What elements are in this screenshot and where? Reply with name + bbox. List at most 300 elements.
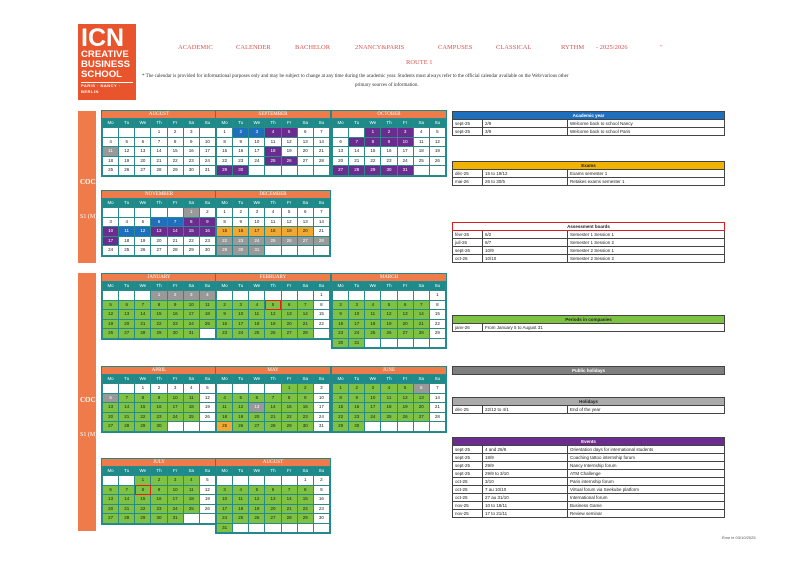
weekday-header: Th	[151, 467, 167, 476]
day-cell: 11	[183, 485, 199, 495]
logo-cities: PARIS · NANCY · BERLIN	[81, 82, 133, 95]
day-cell: 6	[103, 485, 119, 495]
day-cell: 11	[381, 393, 397, 403]
day-cell: 2	[167, 291, 183, 301]
day-cell: 7	[297, 300, 313, 310]
day-cell: 29	[135, 514, 151, 524]
day-cell: 9	[349, 393, 365, 403]
day-cell: 25	[413, 156, 429, 166]
day-cell: 12	[381, 310, 397, 320]
weekday-header: Sa	[183, 467, 199, 476]
day-cell: 11	[183, 393, 199, 403]
day-cell: 20	[413, 403, 429, 413]
day-cell: 21	[135, 319, 151, 329]
legend-row	[453, 128, 725, 136]
day-cell: 12	[135, 227, 151, 237]
day-cell: 22	[297, 504, 313, 514]
month-calendar	[101, 110, 217, 177]
day-cell: 14	[151, 147, 167, 157]
weekday-header: Sa	[183, 119, 199, 128]
day-cell	[249, 291, 265, 301]
day-cell	[135, 291, 151, 301]
logo-icn: ICN	[81, 24, 125, 52]
day-cell: 4	[265, 128, 281, 138]
day-cell	[249, 523, 265, 533]
day-cell: 6	[249, 393, 265, 403]
day-cell: 18	[199, 310, 215, 320]
day-cell: 1	[151, 128, 167, 138]
day-cell: 25	[265, 236, 281, 246]
day-cell: 17	[183, 310, 199, 320]
weekday-header: Th	[151, 375, 167, 384]
day-cell: 30	[233, 166, 249, 176]
day-cell: 4	[233, 485, 249, 495]
day-cell: 11	[413, 137, 429, 147]
day-cell	[217, 476, 233, 486]
day-cell: 19	[381, 319, 397, 329]
legend-row	[453, 170, 725, 178]
day-cell	[313, 329, 329, 339]
day-cell: 19	[119, 156, 135, 166]
day-cell: 3	[365, 384, 381, 394]
day-cell: 22	[183, 236, 199, 246]
day-cell: 23	[233, 156, 249, 166]
day-cell	[233, 523, 249, 533]
day-cell: 9	[381, 137, 397, 147]
weekday-header: Th	[265, 282, 281, 291]
legend-cell: mai-26	[453, 178, 483, 186]
day-cell	[217, 291, 233, 301]
weekday-header: Su	[199, 467, 215, 476]
day-cell	[199, 422, 215, 432]
day-cell: 17	[249, 147, 265, 157]
day-cell: 11	[233, 495, 249, 505]
day-cell	[297, 166, 313, 176]
day-cell: 25	[249, 329, 265, 339]
day-cell: 1	[217, 128, 233, 138]
weekday-header: Tu	[119, 375, 135, 384]
legend-row	[453, 494, 725, 502]
day-cell: 26	[233, 422, 249, 432]
month-calendar	[215, 366, 331, 433]
day-cell: 30	[233, 246, 249, 256]
day-cell: 31	[167, 514, 183, 524]
month-calendar	[215, 110, 331, 177]
weekday-header: Mo	[103, 375, 119, 384]
day-cell	[199, 329, 215, 339]
month-title: AUGUST	[102, 111, 216, 118]
weekday-header: We	[135, 119, 151, 128]
day-cell: 22	[151, 319, 167, 329]
day-cell: 29	[429, 329, 445, 339]
day-cell	[249, 476, 265, 486]
day-cell: 10	[199, 137, 215, 147]
day-cell: 25	[119, 246, 135, 256]
day-cell: 3	[249, 208, 265, 218]
day-cell: 1	[297, 476, 313, 486]
day-cell: 31	[183, 329, 199, 339]
day-cell: 18	[265, 147, 281, 157]
day-cell: 4	[217, 393, 233, 403]
day-cell	[217, 384, 233, 394]
day-cell: 20	[333, 156, 349, 166]
day-cell: 25	[233, 514, 249, 524]
day-cell	[167, 208, 183, 218]
legend-cell: Semester 1 Session 2	[568, 239, 725, 247]
weekday-header: Tu	[233, 119, 249, 128]
legend-cell: 3/9	[483, 128, 568, 136]
day-cell	[233, 291, 249, 301]
legend-cell: sept-25	[453, 120, 483, 128]
day-cell	[281, 166, 297, 176]
weekday-header: Sa	[297, 375, 313, 384]
day-cell: 15	[183, 227, 199, 237]
day-cell	[103, 208, 119, 218]
day-cell	[333, 291, 349, 301]
day-cell: 26	[249, 514, 265, 524]
day-cell: 21	[429, 403, 445, 413]
day-cell: 7	[119, 485, 135, 495]
day-cell	[381, 422, 397, 432]
day-cell: 26	[119, 166, 135, 176]
day-cell: 21	[167, 236, 183, 246]
day-cell	[151, 208, 167, 218]
legend-cell: 22/12 to 4/1	[483, 406, 568, 414]
day-cell: 27	[333, 166, 349, 176]
day-cell: 13	[265, 495, 281, 505]
weekday-header: Sa	[297, 119, 313, 128]
day-cell: 9	[333, 310, 349, 320]
day-cell: 18	[265, 227, 281, 237]
day-cell: 28	[413, 329, 429, 339]
weekday-header: Fr	[281, 467, 297, 476]
legend-cell: oct-25	[453, 494, 483, 502]
day-cell: 10	[349, 310, 365, 320]
day-cell: 25	[365, 329, 381, 339]
day-cell: 8	[297, 485, 313, 495]
day-cell: 4	[199, 291, 215, 301]
day-cell: 10	[167, 485, 183, 495]
legend-cell: Orientation days for international students	[568, 446, 725, 454]
day-cell: 18	[381, 403, 397, 413]
day-cell: 23	[199, 236, 215, 246]
day-cell: 28	[313, 156, 329, 166]
day-cell: 6	[135, 137, 151, 147]
section-bar-1	[78, 111, 96, 263]
day-cell: 1	[135, 384, 151, 394]
logo-business: BUSINESS	[81, 59, 131, 70]
day-cell: 13	[297, 137, 313, 147]
legend-cell: Welcome back to school Paris	[568, 128, 725, 136]
day-cell: 13	[297, 217, 313, 227]
legend-title: Exams	[453, 162, 725, 170]
day-cell: 25	[199, 319, 215, 329]
day-cell: 22	[365, 156, 381, 166]
day-cell: 27	[265, 514, 281, 524]
day-cell: 28	[349, 166, 365, 176]
day-cell: 3	[217, 485, 233, 495]
day-cell: 13	[151, 227, 167, 237]
title-word: CAMPUSES	[438, 44, 473, 51]
day-cell: 13	[333, 147, 349, 157]
weekday-header: Th	[151, 282, 167, 291]
legend-table	[452, 161, 725, 186]
month-title: AUGUST	[216, 459, 330, 466]
day-cell: 5	[199, 476, 215, 486]
day-cell: 17	[397, 147, 413, 157]
day-cell: 2	[233, 128, 249, 138]
day-cell: 7	[135, 300, 151, 310]
day-cell: 29	[217, 246, 233, 256]
day-cell: 6	[413, 384, 429, 394]
title-word: CALENDER	[236, 44, 271, 51]
day-cell: 18	[103, 156, 119, 166]
weekday-header: Sa	[297, 282, 313, 291]
day-cell: 30	[297, 422, 313, 432]
weekday-header: Fr	[397, 375, 413, 384]
day-cell: 16	[381, 147, 397, 157]
legend-cell: oct-25	[453, 478, 483, 486]
day-cell	[281, 246, 297, 256]
day-cell: 21	[349, 156, 365, 166]
day-cell: 7	[119, 393, 135, 403]
legend-row	[453, 454, 725, 462]
day-cell: 9	[297, 393, 313, 403]
day-cell: 25	[265, 156, 281, 166]
day-cell: 21	[413, 319, 429, 329]
legend-cell: sept-25	[453, 128, 483, 136]
day-cell: 4	[249, 300, 265, 310]
section-label-1: COCS	[80, 178, 100, 186]
month-calendar	[215, 458, 331, 534]
month-title: JULY	[102, 459, 216, 466]
weekday-header: Th	[151, 119, 167, 128]
day-cell: 16	[233, 147, 249, 157]
day-cell: 10	[249, 217, 265, 227]
day-cell: 9	[217, 310, 233, 320]
day-cell: 19	[233, 412, 249, 422]
day-cell: 1	[217, 208, 233, 218]
day-cell: 11	[217, 403, 233, 413]
weekday-header: Sa	[413, 375, 429, 384]
day-cell: 1	[365, 128, 381, 138]
day-cell: 31	[349, 338, 365, 348]
day-cell: 6	[265, 485, 281, 495]
weekday-header: We	[249, 467, 265, 476]
day-cell: 3	[349, 300, 365, 310]
day-cell: 15	[217, 227, 233, 237]
day-cell: 3	[233, 300, 249, 310]
day-cell: 3	[249, 128, 265, 138]
day-cell: 27	[103, 422, 119, 432]
day-cell: 16	[199, 227, 215, 237]
day-cell: 10	[233, 310, 249, 320]
day-cell: 20	[281, 319, 297, 329]
day-cell: 7	[151, 137, 167, 147]
day-cell: 10	[313, 393, 329, 403]
weekday-header: Th	[265, 119, 281, 128]
day-cell: 22	[333, 412, 349, 422]
day-cell: 26	[265, 329, 281, 339]
day-cell: 12	[119, 147, 135, 157]
day-cell: 4	[365, 300, 381, 310]
weekday-header: Mo	[217, 467, 233, 476]
day-cell: 12	[397, 393, 413, 403]
day-cell	[249, 166, 265, 176]
day-cell: 11	[103, 147, 119, 157]
weekday-header: Su	[313, 199, 329, 208]
day-cell: 28	[265, 422, 281, 432]
day-cell: 19	[199, 403, 215, 413]
day-cell: 23	[233, 236, 249, 246]
weekday-header: Mo	[103, 282, 119, 291]
day-cell: 18	[413, 147, 429, 157]
day-cell: 6	[103, 393, 119, 403]
legend-table	[452, 315, 725, 332]
day-cell: 27	[103, 514, 119, 524]
day-cell: 19	[265, 319, 281, 329]
legend-row	[453, 486, 725, 494]
title-word: "	[660, 44, 663, 51]
legend-table	[452, 366, 725, 375]
month-calendar	[215, 273, 331, 340]
day-cell: 21	[151, 156, 167, 166]
day-cell	[103, 384, 119, 394]
day-cell: 19	[397, 403, 413, 413]
day-cell: 9	[199, 217, 215, 227]
day-cell: 27	[297, 156, 313, 166]
weekday-header: We	[249, 119, 265, 128]
day-cell: 25	[217, 422, 233, 432]
day-cell: 12	[199, 485, 215, 495]
weekday-header: Tu	[233, 467, 249, 476]
legend-cell: févr-26	[453, 231, 483, 239]
month-calendar	[101, 273, 217, 340]
weekday-header: Fr	[167, 467, 183, 476]
day-cell: 28	[281, 514, 297, 524]
day-cell: 9	[151, 393, 167, 403]
day-cell: 3	[183, 291, 199, 301]
day-cell	[413, 291, 429, 301]
day-cell	[265, 166, 281, 176]
day-cell: 13	[103, 495, 119, 505]
day-cell: 19	[281, 227, 297, 237]
day-cell: 2	[199, 208, 215, 218]
legend-cell: 6/2	[483, 231, 568, 239]
day-cell: 15	[151, 310, 167, 320]
title-word: RYTHM	[561, 44, 585, 51]
weekday-header: Sa	[183, 199, 199, 208]
day-cell: 15	[333, 403, 349, 413]
day-cell: 3	[167, 384, 183, 394]
legend-cell: oct-26	[453, 255, 483, 263]
day-cell	[119, 128, 135, 138]
weekday-header: Tu	[119, 467, 135, 476]
month-calendar	[331, 273, 447, 349]
weekday-header: Mo	[103, 199, 119, 208]
month-title: JUNE	[332, 367, 446, 374]
legend-cell: déc-25	[453, 170, 483, 178]
day-cell: 20	[297, 147, 313, 157]
day-cell	[265, 384, 281, 394]
legend-cell: 10 to 18/11	[483, 502, 568, 510]
day-cell: 21	[119, 504, 135, 514]
day-cell: 11	[365, 310, 381, 320]
day-cell: 24	[233, 329, 249, 339]
legend-cell: Semester 2 Session 2	[568, 255, 725, 263]
legend-cell: Virtual forum via Seekube platform	[568, 486, 725, 494]
day-cell: 23	[151, 412, 167, 422]
title-word: ACADEMIC	[178, 44, 213, 51]
day-cell: 2	[297, 384, 313, 394]
day-cell: 23	[313, 504, 329, 514]
day-cell: 8	[151, 300, 167, 310]
legend-row	[453, 478, 725, 486]
day-cell	[429, 422, 445, 432]
day-cell: 29	[365, 166, 381, 176]
legend-cell: 29/9	[483, 462, 568, 470]
day-cell: 6	[151, 217, 167, 227]
legend-cell: Business Game	[568, 502, 725, 510]
weekday-header: Tu	[119, 282, 135, 291]
day-cell: 18	[249, 319, 265, 329]
day-cell: 25	[183, 504, 199, 514]
day-cell: 8	[135, 393, 151, 403]
day-cell	[183, 514, 199, 524]
day-cell: 1	[151, 291, 167, 301]
day-cell: 12	[429, 137, 445, 147]
day-cell	[119, 208, 135, 218]
day-cell: 23	[151, 504, 167, 514]
weekday-header: Th	[265, 375, 281, 384]
legend-title: Periods in companies	[453, 316, 725, 324]
day-cell: 2	[151, 476, 167, 486]
day-cell: 2	[217, 300, 233, 310]
day-cell: 3	[183, 128, 199, 138]
legend-cell: nov-25	[453, 510, 483, 518]
day-cell: 17	[199, 147, 215, 157]
day-cell: 22	[429, 319, 445, 329]
day-cell: 2	[313, 476, 329, 486]
day-cell: 29	[281, 422, 297, 432]
day-cell: 24	[365, 412, 381, 422]
day-cell: 29	[333, 422, 349, 432]
day-cell: 4	[183, 384, 199, 394]
weekday-header: Tu	[233, 199, 249, 208]
weekday-header: Tu	[349, 119, 365, 128]
weekday-header: Mo	[217, 375, 233, 384]
weekday-header: Mo	[217, 282, 233, 291]
day-cell	[297, 291, 313, 301]
section-sublabel-1: S1 (M)	[80, 214, 98, 220]
weekday-header: Sa	[297, 199, 313, 208]
legend-row	[453, 120, 725, 128]
day-cell: 12	[233, 403, 249, 413]
legend-cell: sept-25	[453, 446, 483, 454]
weekday-header: Su	[429, 282, 445, 291]
weekday-header: Mo	[217, 199, 233, 208]
day-cell: 24	[249, 156, 265, 166]
day-cell	[349, 128, 365, 138]
month-title: NOVEMBER	[102, 191, 216, 198]
day-cell: 26	[381, 329, 397, 339]
day-cell: 20	[249, 412, 265, 422]
day-cell: 17	[249, 227, 265, 237]
day-cell: 12	[281, 217, 297, 227]
disclaimer-line1: * The calendar is provided for informational purposes only and may be subject to change at any time during the academic year. Students must always refer to the official calendar available on the Web/various other	[142, 74, 569, 79]
day-cell: 9	[233, 217, 249, 227]
weekday-header: Su	[199, 282, 215, 291]
